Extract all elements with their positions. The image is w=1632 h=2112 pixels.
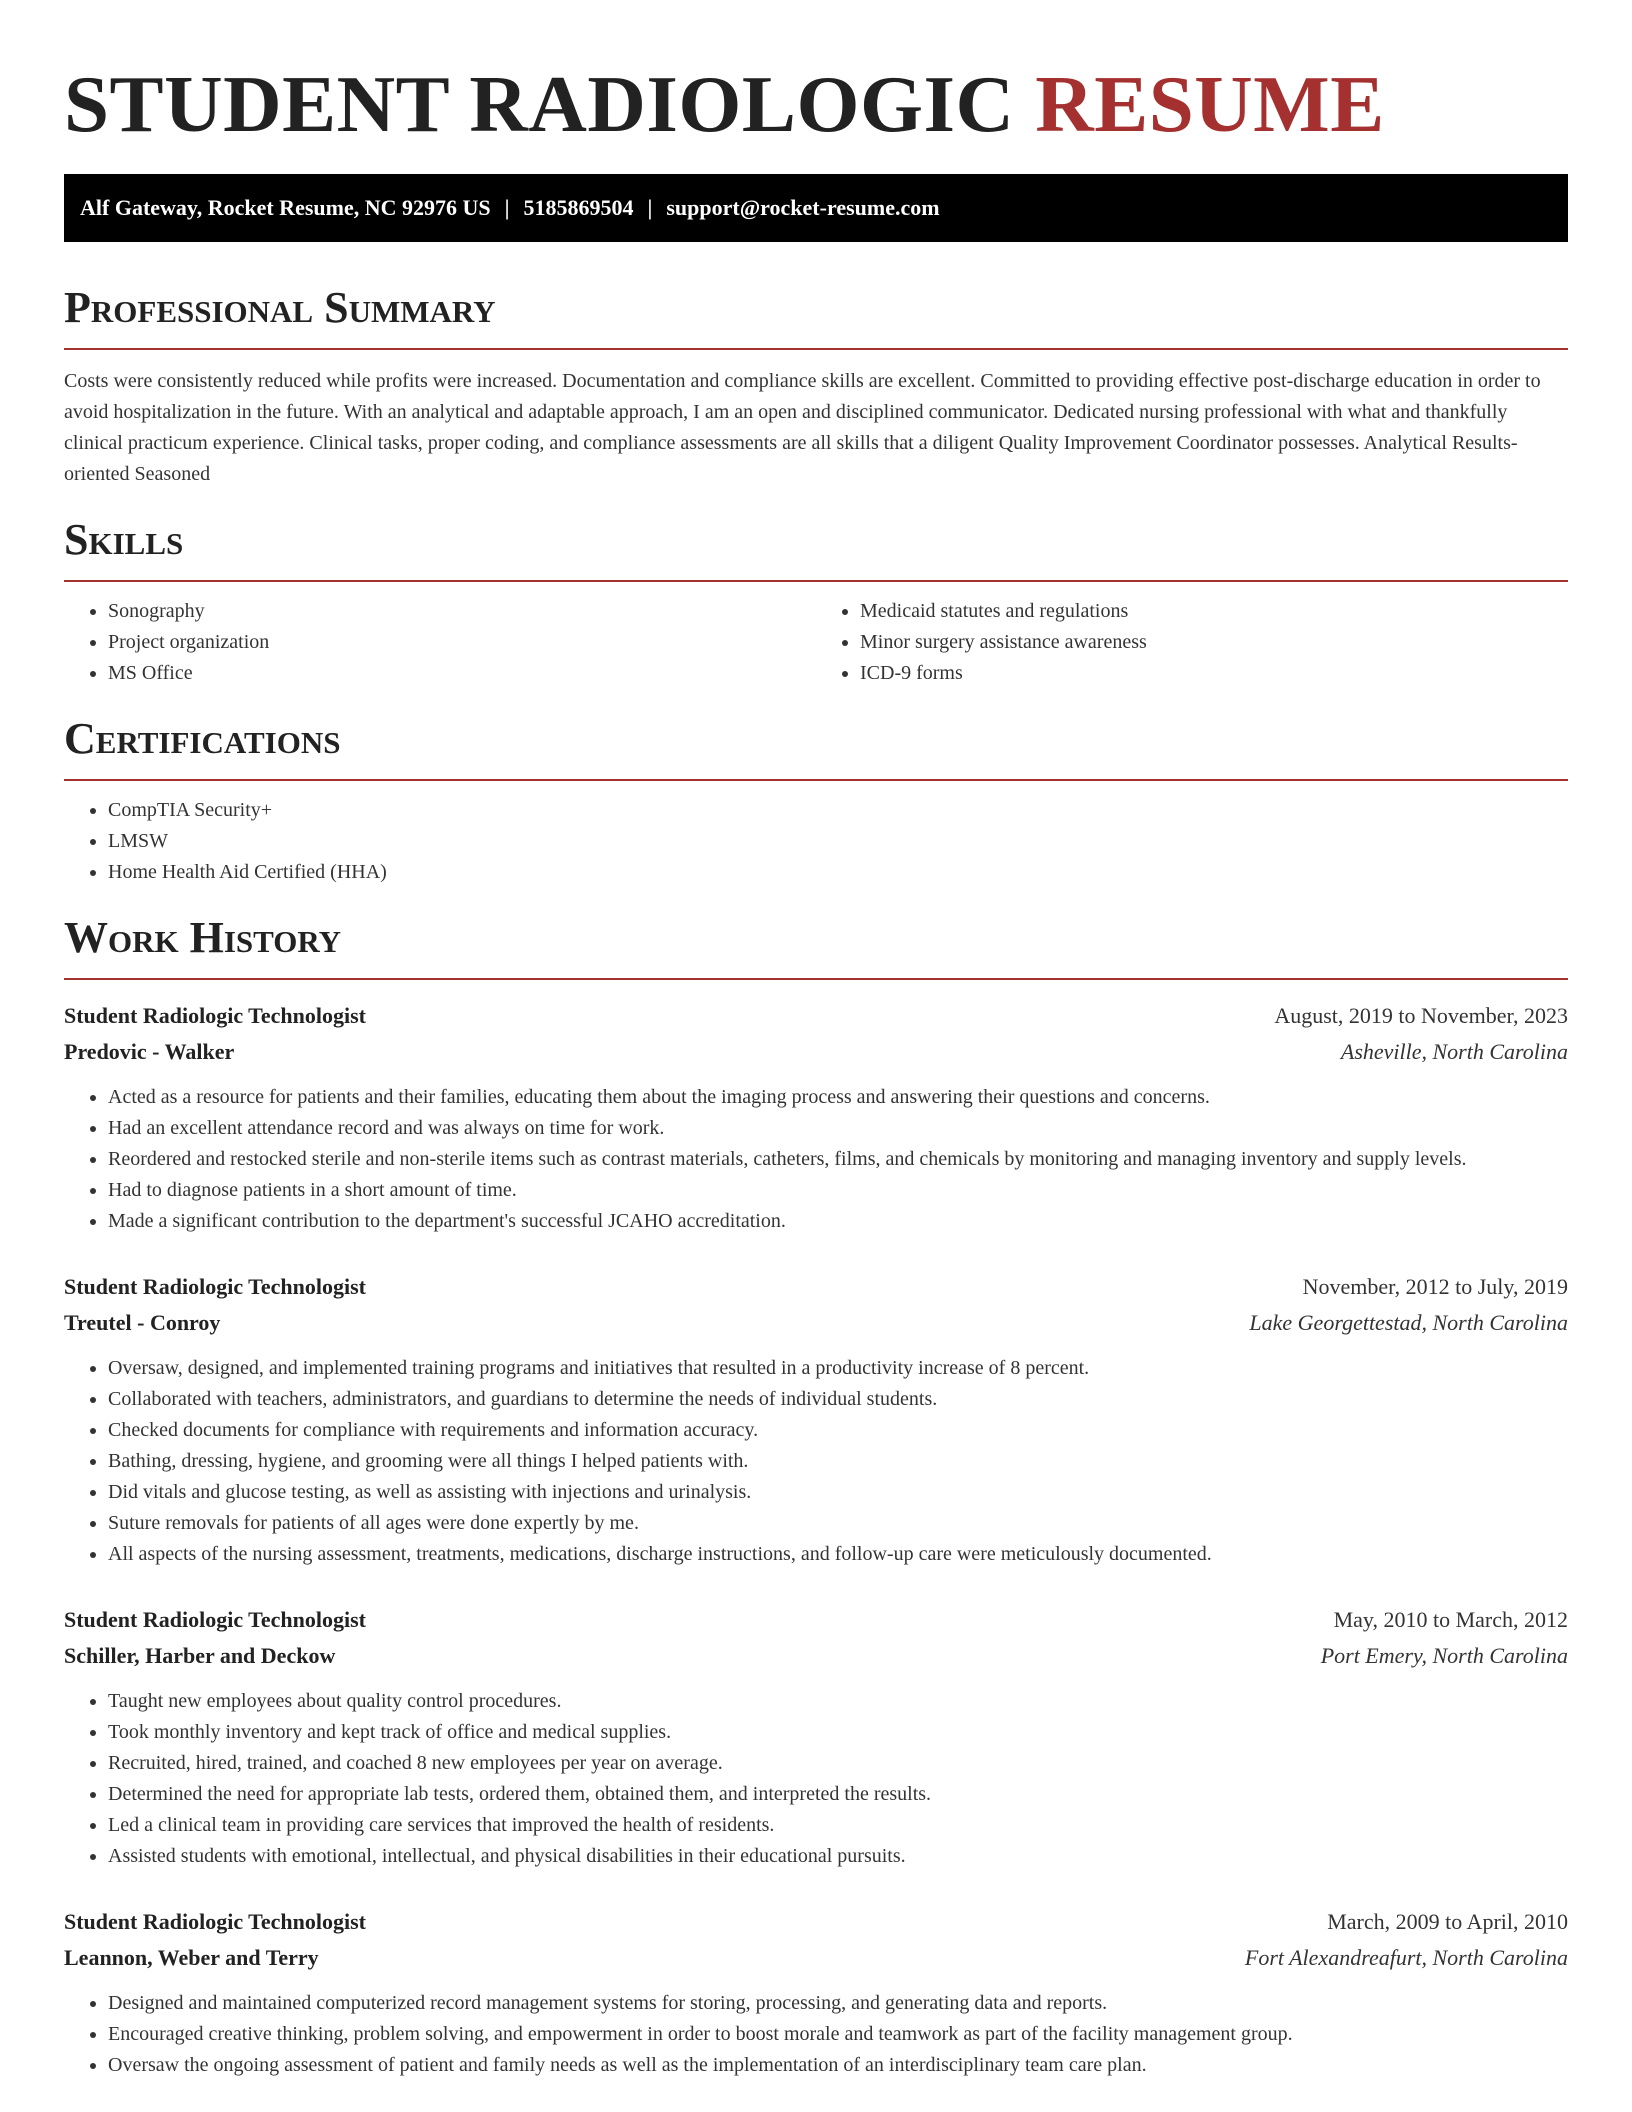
certification-item: • CompTIA Security+ <box>108 795 1568 826</box>
contact-bar <box>64 174 1568 242</box>
certifications-list <box>64 795 1568 888</box>
job-duty: • Determined the need for appropriate lab tests, ordered them, obtained them, and interpreted the results. <box>108 1779 1568 1810</box>
contact-address: Alf Gateway, Rocket Resume, NC 92976 US <box>80 195 491 220</box>
job-duty: • Designed and maintained computerized record management systems for storing, processing, and generating data and reports. <box>108 1988 1568 2019</box>
job-duty: • Suture removals for patients of all ages were done expertly by me. <box>108 1508 1568 1539</box>
job-duty: • Led a clinical team in providing care services that improved the health of residents. <box>108 1810 1568 1841</box>
job-company: Predovic - Walker <box>64 1039 235 1064</box>
certification-item: • LMSW <box>108 826 1568 857</box>
summary-section <box>64 284 1568 490</box>
contact-separator: | <box>504 195 510 220</box>
job-title: Student Radiologic Technologist <box>64 1274 366 1299</box>
job-title: Student Radiologic Technologist <box>64 1607 366 1632</box>
job-duty: • Had an excellent attendance record and was always on time for work. <box>108 1113 1568 1144</box>
job-title: Student Radiologic Technologist <box>64 1003 366 1028</box>
skills-heading: Skills <box>64 515 184 564</box>
contact-separator: | <box>647 195 653 220</box>
job-duty: • Collaborated with teachers, administrators, and guardians to determine the needs of individual students. <box>108 1384 1568 1415</box>
job-company: Treutel - Conroy <box>64 1310 221 1335</box>
job-duty: • Oversaw the ongoing assessment of patient and family needs as well as the implementation of an interdisciplinary team care plan. <box>108 2050 1568 2081</box>
job-header-row <box>64 1904 1568 1940</box>
skill-item: • Minor surgery assistance awareness <box>860 627 1568 658</box>
job-entry <box>64 998 1568 1237</box>
title-accent: RESUME <box>1035 59 1385 149</box>
job-dates: March, 2009 to April, 2010 <box>1327 1909 1568 1934</box>
job-location: Asheville, North Carolina <box>1340 1039 1568 1064</box>
work-history-section <box>64 914 1568 2081</box>
job-entry <box>64 1602 1568 1872</box>
job-location: Lake Georgettestad, North Carolina <box>1249 1310 1568 1335</box>
job-duty: • Bathing, dressing, hygiene, and grooming were all things I helped patients with. <box>108 1446 1568 1477</box>
summary-text: Costs were consistently reduced while profits were increased. Documentation and compliance skills are excellent. Committed to providing effective post-discharge education in order to avoid hospitalization in the future. With an analytical and adaptable approach, I am an open and disciplined communicator. Dedicated nursing professional with what and thankfully clinical practicum experience. Clinical tasks, proper coding, and compliance assessments are all skills that a diligent Quality Improvement Coordinator possesses. Analytical Results-oriented Seasoned <box>64 370 1541 485</box>
job-dates: August, 2019 to November, 2023 <box>1274 1003 1568 1028</box>
job-location: Fort Alexandreafurt, North Carolina <box>1244 1945 1568 1970</box>
skill-item: • ICD-9 forms <box>860 658 1568 689</box>
job-company-row <box>64 1638 1568 1674</box>
summary-heading: Professional Summary <box>64 283 496 332</box>
section-divider <box>64 978 1568 980</box>
job-duty: • Assisted students with emotional, intellectual, and physical disabilities in their educational pursuits. <box>108 1841 1568 1872</box>
work-history-heading: Work History <box>64 913 342 962</box>
skills-list-right <box>816 596 1568 689</box>
job-duty: • Did vitals and glucose testing, as well as assisting with injections and urinalysis. <box>108 1477 1568 1508</box>
skill-item: • Medicaid statutes and regulations <box>860 596 1568 627</box>
job-entry <box>64 1269 1568 1570</box>
job-title: Student Radiologic Technologist <box>64 1909 366 1934</box>
skill-item: • Sonography <box>108 596 816 627</box>
title-main: STUDENT RADIOLOGIC <box>64 59 1015 149</box>
skill-item: • Project organization <box>108 627 816 658</box>
skills-columns <box>64 582 1568 689</box>
job-dates: November, 2012 to July, 2019 <box>1302 1274 1568 1299</box>
certifications-section <box>64 715 1568 888</box>
job-duty: • Acted as a resource for patients and their families, educating them about the imaging process and answering their questions and concerns. <box>108 1082 1568 1113</box>
job-duties <box>64 1353 1568 1570</box>
job-company: Schiller, Harber and Deckow <box>64 1643 336 1668</box>
job-duty: • Oversaw, designed, and implemented training programs and initiatives that resulted in a productivity increase of 8 percent. <box>108 1353 1568 1384</box>
job-header-row <box>64 1269 1568 1305</box>
job-location: Port Emery, North Carolina <box>1320 1643 1568 1668</box>
job-duty: • Recruited, hired, trained, and coached 8 new employees per year on average. <box>108 1748 1568 1779</box>
skills-list-left <box>64 596 816 689</box>
skills-section <box>64 516 1568 689</box>
job-duties <box>64 1082 1568 1237</box>
job-duties <box>64 1988 1568 2081</box>
job-dates: May, 2010 to March, 2012 <box>1333 1607 1568 1632</box>
job-header-row <box>64 998 1568 1034</box>
job-duty: • Had to diagnose patients in a short amount of time. <box>108 1175 1568 1206</box>
section-divider <box>64 779 1568 781</box>
job-entry <box>64 1904 1568 2081</box>
job-company-row <box>64 1034 1568 1070</box>
certifications-heading: Certifications <box>64 714 341 763</box>
skill-item: • MS Office <box>108 658 816 689</box>
job-duties <box>64 1686 1568 1872</box>
job-company-row <box>64 1305 1568 1341</box>
job-company: Leannon, Weber and Terry <box>64 1945 319 1970</box>
contact-email[interactable]: support@rocket-resume.com <box>666 195 940 220</box>
contact-phone: 5185869504 <box>523 195 634 220</box>
job-duty: • Taught new employees about quality control procedures. <box>108 1686 1568 1717</box>
job-company-row <box>64 1940 1568 1976</box>
job-header-row <box>64 1602 1568 1638</box>
job-duty: • Reordered and restocked sterile and non-sterile items such as contrast materials, catheters, films, and chemicals by monitoring and managing inventory and supply levels. <box>108 1144 1568 1175</box>
section-divider <box>64 348 1568 350</box>
job-duty: • Checked documents for compliance with requirements and information accuracy. <box>108 1415 1568 1446</box>
job-duty: • Encouraged creative thinking, problem solving, and empowerment in order to boost morale and teamwork as part of the facility management group. <box>108 2019 1568 2050</box>
job-duty: • All aspects of the nursing assessment, treatments, medications, discharge instructions, and follow-up care were meticulously documented. <box>108 1539 1568 1570</box>
job-duty: • Made a significant contribution to the department's successful JCAHO accreditation. <box>108 1206 1568 1237</box>
job-duty: • Took monthly inventory and kept track of office and medical supplies. <box>108 1717 1568 1748</box>
resume-title <box>64 56 1568 152</box>
certification-item: • Home Health Aid Certified (HHA) <box>108 857 1568 888</box>
